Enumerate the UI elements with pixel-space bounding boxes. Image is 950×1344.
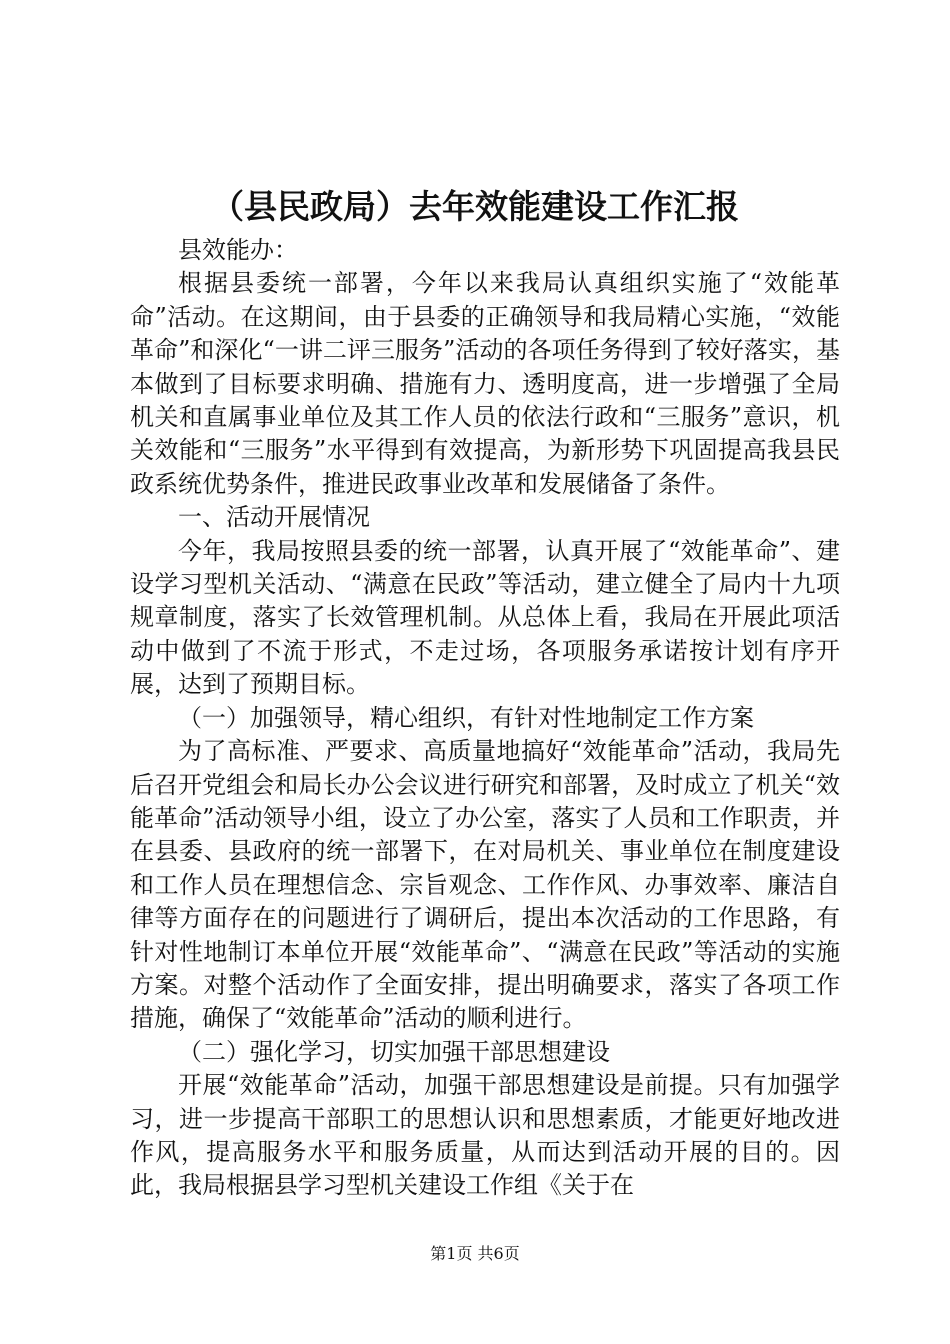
paragraph-leadership: 为了高标准、严要求、高质量地搞好“效能革命”活动，我局先后召开党组会和局长办公会议进行研究和部署，及时成立了机关“效能革命”活动领导小组，设立了办公室，落实了人员和工作职责，并在县委、县政府的统一部署下，在对局机关、事业单位在制度建设和工作人员在理想信念、宗旨观念、工作作风、办事效率、廉洁自律等方面存在的问题进行了调研后，提出本次活动的工作思路，有针对性地制订本单位开展“效能革命”、“满意在民政”等活动的实施方案。对整个活动作了全面安排，提出明确要求，落实了各项工作措施，确保了“效能革命”活动的顺利进行。 bbox=[130, 737, 840, 1033]
section-heading-1: 一、活动开展情况 bbox=[178, 503, 370, 532]
subsection-heading-2: （二）强化学习，切实加强干部思想建设 bbox=[178, 1037, 610, 1066]
paragraph-intro: 根据县委统一部署，今年以来我局认真组织实施了“效能革命”活动。在这期间，由于县委的正确领导和我局精心实施，“效能革命”和深化“一讲二评三服务”活动的各项任务得到了较好落实，基本做到了目标要求明确、措施有力、透明度高，进一步增强了全局机关和直属事业单位及其工作人员的依法行政和“三服务”意识，机关效能和“三服务”水平得到有效提高，为新形势下巩固提高我县民政系统优势条件，推进民政事业改革和发展储备了条件。 bbox=[130, 269, 840, 498]
salutation: 县效能办： bbox=[178, 236, 298, 264]
document-body bbox=[130, 234, 840, 1203]
paragraph-learning: 开展“效能革命”活动，加强干部思想建设是前提。只有加强学习，进一步提高干部职工的思想认识和思想素质，才能更好地改进作风，提高服务水平和服务质量，从而达到活动开展的目的。因此，我局根据县学习型机关建设工作组《关于在 bbox=[130, 1071, 840, 1200]
subsection-heading-1: （一）加强领导，精心组织，有针对性地制定工作方案 bbox=[178, 703, 754, 732]
page-footer: 第1页 共6页 bbox=[430, 1244, 520, 1263]
paragraph-overview: 今年，我局按照县委的统一部署，认真开展了“效能革命”、建设学习型机关活动、“满意在民政”等活动，建立健全了局内十九项规章制度，落实了长效管理机制。从总体上看，我局在开展此项活动中做到了不流于形式，不走过场，各项服务承诺按计划有序开展，达到了预期目标。 bbox=[130, 536, 840, 699]
document-title: （县民政局）去年效能建设工作汇报 bbox=[211, 187, 739, 226]
